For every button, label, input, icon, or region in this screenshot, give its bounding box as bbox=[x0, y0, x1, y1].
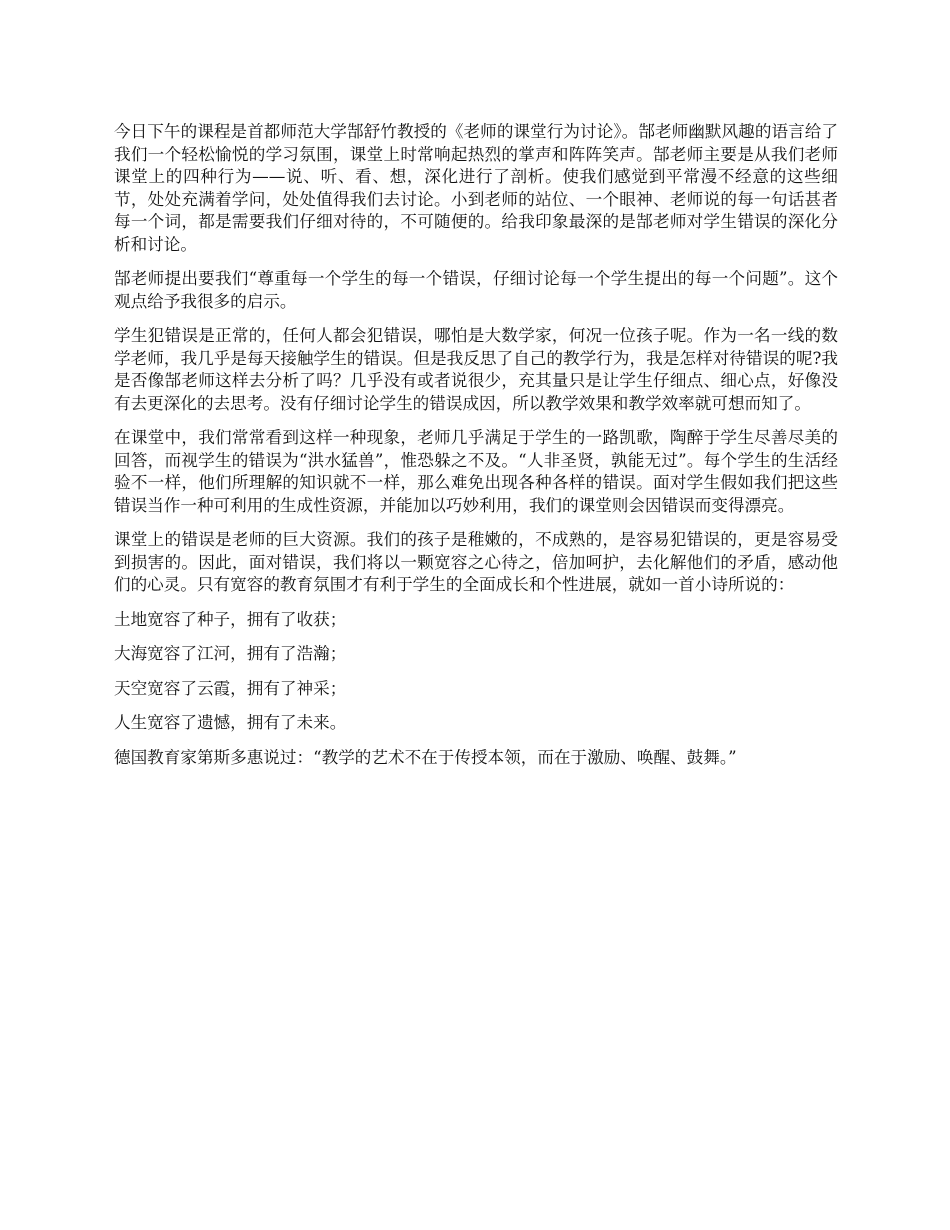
paragraph-5: 课堂上的错误是老师的巨大资源。我们的孩子是稚嫩的，不成熟的，是容易犯错误的，更是容易受到损害的。因此，面对错误，我们将以一颗宽容之心待之，倍加呵护，去化解他们的矛盾，感动他们的心灵。只有宽容的教育氛围才有利于学生的全面成长和个性进展，就如一首小诗所说的： bbox=[114, 530, 838, 594]
closing-quote: 德国教育家第斯多惠说过：“教学的艺术不在于传授本领，而在于激励、唤醒、鼓舞。” bbox=[114, 747, 737, 767]
poem-line-4: 人生宽容了遗憾，拥有了未来。 bbox=[114, 713, 347, 732]
poem-line-3: 天空宽容了云霞，拥有了神采； bbox=[114, 678, 347, 698]
paragraph-1: 今日下午的课程是首都师范大学郜舒竹教授的《老师的课堂行为讨论》。郜老师幽默风趣的语言给了我们一个轻松愉悦的学习氛围，课堂上时常响起热烈的掌声和阵阵笑声。郜老师主要是从我们老师课堂上的四种行为——说、听、看、想，深化进行了剖析。使我们感觉到平常漫不经意的这些细节，处处充满着学问，处处值得我们去讨论。小到老师的站位、一个眼神、老师说的每一句话甚者每一个词，都是需要我们仔细对待的，不可随便的。给我印象最深的是郜老师对学生错误的深化分析和讨论。 bbox=[114, 122, 838, 254]
poem-line-1: 土地宽容了种子，拥有了收获； bbox=[114, 609, 347, 629]
poem-line-2: 大海宽容了江河，拥有了浩瀚； bbox=[114, 644, 347, 663]
paragraph-2: 郜老师提出要我们“尊重每一个学生的每一个错误，仔细讨论每一个学生提出的每一个问题”。这个观点给予我很多的启示。 bbox=[114, 269, 838, 311]
document-page bbox=[114, 121, 838, 781]
paragraph-3: 学生犯错误是正常的，任何人都会犯错误，哪怕是大数学家，何况一位孩子呢。作为一名一线的数学老师，我几乎是每天接触学生的错误。但是我反思了自己的教学行为，我是怎样对待错误的呢?我是否像郜老师这样去分析了吗？几乎没有或者说很少，充其量只是让学生仔细点、细心点，好像没有去更深化的去思考。没有仔细讨论学生的错误成因，所以教学效果和教学效率就可想而知了。 bbox=[114, 326, 838, 413]
paragraph-4: 在课堂中，我们常常看到这样一种现象，老师几乎满足于学生的一路凯歌，陶醉于学生尽善尽美的回答，而视学生的错误为“洪水猛兽”，惟恐躲之不及。“人非圣贤，孰能无过”。每个学生的生活经验不一样，他们所理解的知识就不一样，那么难免出现各种各样的错误。面对学生假如我们把这些错误当作一种可利用的生成性资源，并能加以巧妙利用，我们的课堂则会因错误而变得漂亮。 bbox=[114, 428, 838, 515]
